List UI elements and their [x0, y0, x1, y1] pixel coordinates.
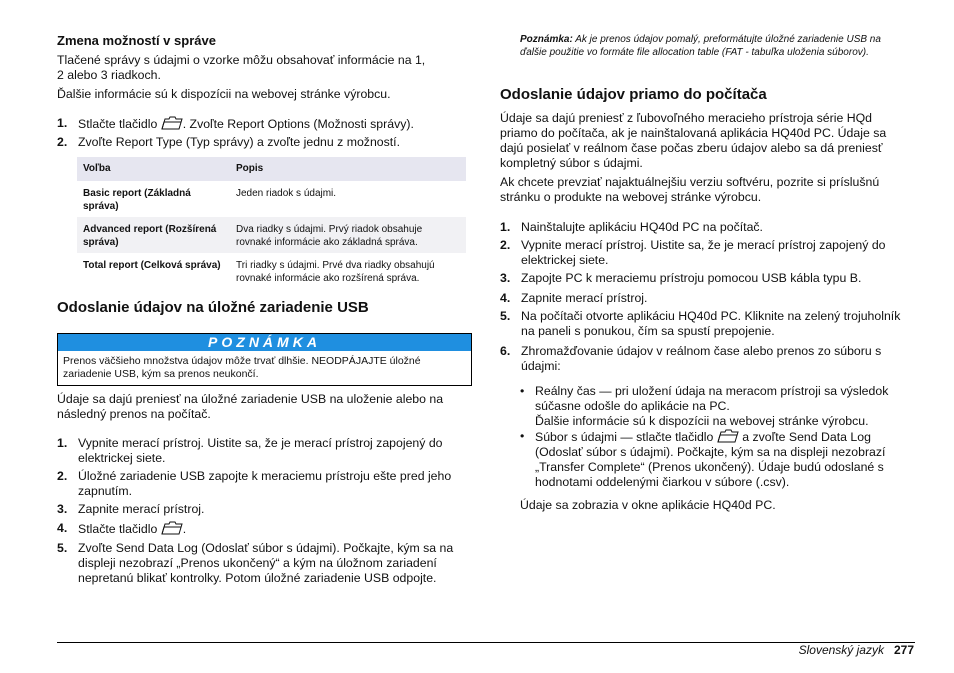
table-row — [77, 253, 466, 289]
list-item: 1. Stlačte tlačidlo . Zvoľte Report Options (Možnosti správy). — [57, 116, 414, 131]
bullet-item: • Reálny čas — pri uložení údaja na meracom prístroji sa výsledok súčasne odošle do aplikácie na PC. Ďalšie informácie sú k dispozícii na webovej stránke výrobcu. — [520, 384, 889, 428]
section-heading-report-options: Zmena možností v správe — [57, 33, 216, 48]
list-item: 3. Zapnite merací prístroj. — [57, 502, 205, 516]
paragraph: Ak chcete prevziať najaktuálnejšiu verziu softvéru, pozrite si príslušnú stránku o produkte na webovej stránke výrobcu. — [500, 175, 880, 204]
table-cell: Jeden riadok s údajmi. — [236, 188, 337, 199]
table-header-row — [77, 157, 466, 181]
list-item: 5. Na počítači otvorte aplikáciu HQ40d PC. Kliknite na zelený trojuholník na paneli s ponukou, čím sa spustí prepojenie. — [500, 309, 901, 338]
list-item: 4. Zapnite merací prístroj. — [500, 291, 648, 305]
table-header: Popis — [230, 157, 466, 181]
list-item: 1. Vypnite merací prístroj. Uistite sa, že je merací prístroj zapojený do elektrickej siete. — [57, 436, 443, 465]
note-title: POZNÁMKA — [58, 334, 471, 351]
list-item: 6. Zhromažďovanie údajov v reálnom čase alebo prenos zo súboru s údajmi: — [500, 344, 882, 373]
table-header: Voľba — [77, 157, 230, 181]
table-cell: Tri riadky s údajmi. Prvé dva riadky obsahujú rovnaké informácie ako rozšírená správa. — [236, 260, 435, 284]
note-text: Prenos väčšieho množstva údajov môže trvať dlhšie. NEODPÁJAJTE úložné zariadenie USB, kým sa prenos neukončí. — [63, 355, 421, 380]
page-number: 277 — [893, 643, 914, 657]
list-item: 2. Vypnite merací prístroj. Uistite sa, že je merací prístroj zapojený do elektrickej siete. — [500, 238, 886, 267]
section-heading-usb: Odoslanie údajov na úložné zariadenie USB — [57, 299, 369, 316]
paragraph: Údaje sa dajú preniesť na úložné zariadenie USB na uloženie alebo na následný prenos na počítač. — [57, 392, 444, 421]
folder-icon — [161, 521, 183, 535]
table-row — [77, 181, 466, 217]
list-item: 2. Zvoľte Report Type (Typ správy) a zvoľte jednu z možností. — [57, 135, 401, 149]
list-item: 1. Nainštalujte aplikáciu HQ40d PC na počítač. — [500, 220, 763, 234]
section-heading-pc: Odoslanie údajov priamo do počítača — [500, 86, 767, 103]
paragraph: Ďalšie informácie sú k dispozícii na webovej stránke výrobcu. — [57, 87, 391, 101]
list-item: 4. Stlačte tlačidlo . — [57, 521, 187, 536]
list-item: 5. Zvoľte Send Data Log (Odoslať súbor s údajmi). Počkajte, kým sa na displeji nezobrazí „Prenos ukončený“ a kým na úložnom zariadení nepretanú blikať kontrolky. Potom úložné zariadenie USB odpojte. — [57, 541, 454, 585]
footer-language: Slovenský jazyk — [798, 643, 884, 657]
bullet-item: • Súbor s údajmi — stlačte tlačidlo a zvoľte Send Data Log (Odoslať súbor s údajmi). Počkajte, kým sa na displeji nezobrazí „Transfer Complete“ (Prenos ukončený). Údaje budú odoslané s hodnotami oddelenými čiarkou v súbore (.csv). — [520, 429, 886, 489]
folder-icon — [717, 429, 739, 443]
paragraph: Údaje sa zobrazia v okne aplikácie HQ40d PC. — [520, 498, 776, 512]
table-cell: Dva riadky s údajmi. Prvý riadok obsahuje rovnaké informácie ako základná správa. — [230, 217, 466, 253]
paragraph: Tlačené správy s údajmi o vzorke môžu obsahovať informácie na 1, 2 alebo 3 riadkoch. — [57, 53, 426, 82]
note-box — [57, 333, 472, 386]
folder-icon — [161, 116, 183, 130]
table-row — [77, 217, 466, 253]
footer-divider — [57, 642, 915, 643]
paragraph: Údaje sa dajú preniesť z ľubovoľného meracieho prístroja série HQd priamo do počítača, ak je nainštalovaná aplikácia HQ40d PC. Údaje sa dajú posielať v reálnom čase počas zberu údajov alebo sa dá preniesť kompletný súbor s údajmi. — [500, 111, 887, 170]
list-item: 2. Úložné zariadenie USB zapojte k meraciemu prístroju ešte pred jeho zapnutím. — [57, 469, 452, 498]
usb-format-note: Poznámka: Ak je prenos údajov pomalý, preformátujte úložné zariadenie USB na ďalšie použitie vo formáte file allocation table (FAT - tabuľka uloženia súborov). — [520, 34, 881, 58]
list-item: 3. Zapojte PC k meraciemu prístroju pomocou USB kábla typu B. — [500, 271, 862, 285]
page-footer — [799, 643, 914, 658]
report-options-table — [77, 157, 466, 289]
table-cell: Advanced report (Rozšírená správa) — [77, 217, 230, 253]
table-cell: Basic report (Základná správa) — [83, 188, 191, 212]
table-cell: Total report (Celková správa) — [83, 260, 221, 271]
